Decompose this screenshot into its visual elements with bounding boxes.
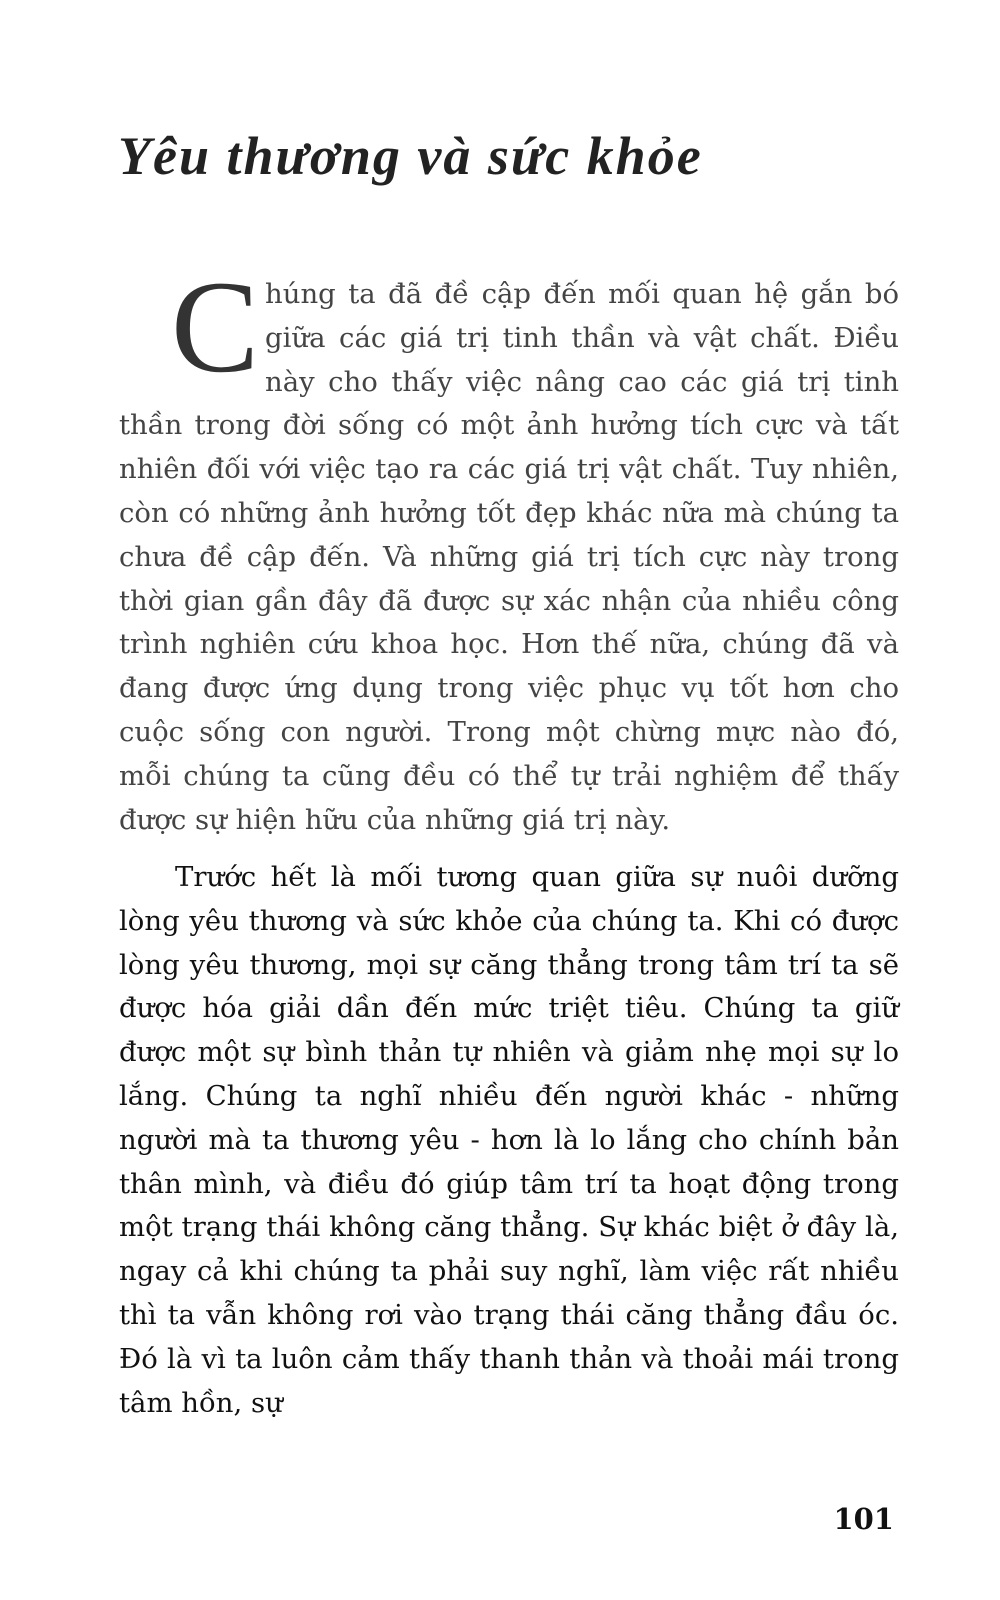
- paragraph-1-text: húng ta đã đề cập đến mối quan hệ gắn bó giữa các giá trị tinh thần và vật chất. Điều này cho thấy việc nâng cao các giá trị tinh thần trong đời sống có một ảnh hưởng tích cực và tất nhiên đối với việc tạo ra các giá trị vật chất. Tuy nhiên, còn có những ảnh hưởng tốt đẹp khác nữa mà chúng ta chưa đề cập đến. Và những giá trị tích cực này trong thời gian gần đây đã được sự xác nhận của nhiều công trình nghiên cứu khoa học. Hơn thế nữa, chúng đã và đang được ứng dụng trong việc phục vụ tốt hơn cho cuộc sống con người. Trong một chừng mực nào đó, mỗi chúng ta cũng đều có thể tự trải nghiệm để thấy được sự hiện hữu của những giá trị này.: [119, 278, 899, 836]
- drop-cap: C: [171, 253, 258, 400]
- paragraph-2: [119, 856, 899, 1425]
- chapter-title: Yêu thương và sức khỏe: [118, 126, 703, 186]
- page-number: 101: [833, 1502, 894, 1536]
- paragraph-2-text: Trước hết là mối tương quan giữa sự nuôi dưỡng lòng yêu thương và sức khỏe của chúng ta. Khi có được lòng yêu thương, mọi sự căng thẳng trong tâm trí ta sẽ được hóa giải dần đến mức triệt tiêu. Chúng ta giữ được một sự bình thản tự nhiên và giảm nhẹ mọi sự lo lắng. Chúng ta nghĩ nhiều đến người khác - những người mà ta thương yêu - hơn là lo lắng cho chính bản thân mình, và điều đó giúp tâm trí ta hoạt động trong một trạng thái không căng thẳng. Sự khác biệt ở đây là, ngay cả khi chúng ta phải suy nghĩ, làm việc rất nhiều thì ta vẫn không rơi vào trạng thái căng thẳng đầu óc. Đó là vì ta luôn cảm thấy thanh thản và thoải mái trong tâm hồn, sự: [119, 861, 899, 1419]
- paragraph-1: [119, 253, 899, 842]
